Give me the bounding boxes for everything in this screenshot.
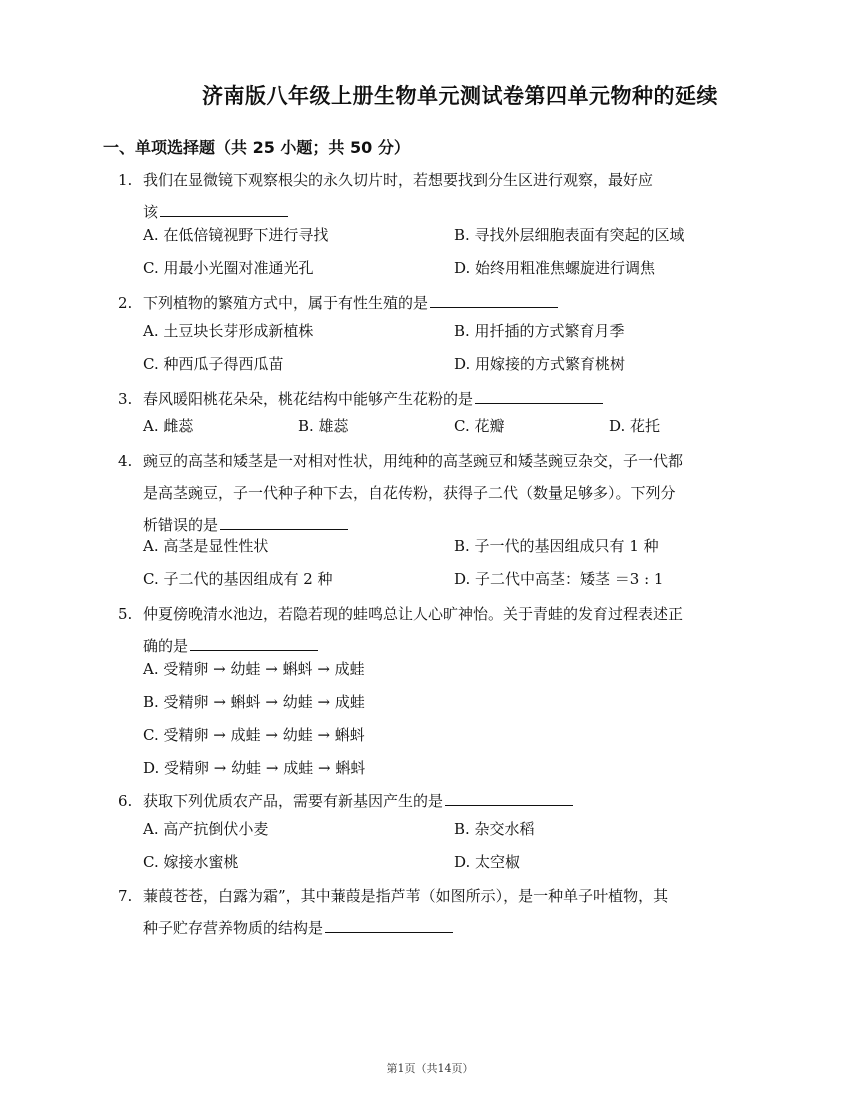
option-c[interactable]: C. 嫁接水蜜桃 bbox=[143, 853, 239, 871]
option-d[interactable]: D. 受精卵 → 幼蛙 → 成蛙 → 蝌蚪 bbox=[143, 759, 366, 777]
option-c[interactable]: C. 用最小光圈对准通光孔 bbox=[143, 259, 314, 277]
option-c[interactable]: C. 子二代的基因组成有 2 种 bbox=[143, 570, 333, 588]
question-number: 6. bbox=[118, 792, 133, 810]
option-b[interactable]: B. 用扦插的方式繁育月季 bbox=[454, 322, 625, 340]
option-a[interactable]: A. 土豆块长芽形成新植株 bbox=[143, 322, 314, 340]
question-stem: 获取下列优质农产品，需要有新基因产生的是 bbox=[143, 792, 444, 810]
question-3 bbox=[118, 383, 763, 415]
question-number: 1. bbox=[118, 171, 133, 189]
option-d[interactable]: D. 子二代中高茎：矮茎 ＝3 : 1 bbox=[454, 570, 664, 588]
question-6 bbox=[118, 785, 763, 817]
question-stem-cont: 是高茎豌豆，子一代种子种下去，自花传粉，获得子二代（数量足够多）。下列分 bbox=[143, 484, 676, 502]
question-stem: 我们在显微镜下观察根尖的永久切片时，若想要找到分生区进行观察，最好应 bbox=[143, 171, 654, 189]
option-d[interactable]: D. 用嫁接的方式繁育桃树 bbox=[454, 355, 626, 373]
answer-blank[interactable] bbox=[220, 511, 348, 530]
option-b[interactable]: B. 雄蕊 bbox=[298, 417, 349, 435]
answer-blank[interactable] bbox=[190, 632, 318, 651]
section-heading: 一、单项选择题（共 25 小题；共 50 分） bbox=[103, 138, 410, 157]
question-4 bbox=[118, 445, 763, 541]
question-stem-cont: 析错误的是 bbox=[143, 516, 219, 534]
option-c[interactable]: C. 受精卵 → 成蛙 → 幼蛙 → 蝌蚪 bbox=[143, 726, 365, 744]
option-d[interactable]: D. 太空椒 bbox=[454, 853, 521, 871]
question-7 bbox=[118, 880, 763, 944]
question-number: 3. bbox=[118, 390, 133, 408]
option-a[interactable]: A. 受精卵 → 幼蛙 → 蝌蚪 → 成蛙 bbox=[143, 660, 365, 678]
page-title: 济南版八年级上册生物单元测试卷第四单元物种的延续 bbox=[202, 84, 718, 108]
answer-blank[interactable] bbox=[325, 914, 453, 933]
answer-blank[interactable] bbox=[430, 289, 558, 308]
question-number: 5. bbox=[118, 605, 133, 623]
question-stem: 下列植物的繁殖方式中，属于有性生殖的是 bbox=[143, 294, 429, 312]
question-1 bbox=[118, 164, 763, 228]
option-b[interactable]: B. 子一代的基因组成只有 1 种 bbox=[454, 537, 659, 555]
question-stem: 仲夏傍晚清水池边，若隐若现的蛙鸣总让人心旷神怡。关于青蛙的发育过程表述正 bbox=[143, 605, 684, 623]
option-d[interactable]: D. 始终用粗准焦螺旋进行调焦 bbox=[454, 259, 656, 277]
option-a[interactable]: A. 雌蕊 bbox=[143, 417, 194, 435]
question-stem-cont: 确的是 bbox=[143, 637, 189, 655]
question-stem: 春风暖阳桃花朵朵，桃花结构中能够产生花粉的是 bbox=[143, 390, 474, 408]
answer-blank[interactable] bbox=[445, 787, 573, 806]
option-b[interactable]: B. 受精卵 → 蝌蚪 → 幼蛙 → 成蛙 bbox=[143, 693, 365, 711]
option-a[interactable]: A. 高产抗倒伏小麦 bbox=[143, 820, 269, 838]
option-b[interactable]: B. 杂交水稻 bbox=[454, 820, 535, 838]
option-b[interactable]: B. 寻找外层细胞表面有突起的区域 bbox=[454, 226, 685, 244]
question-5 bbox=[118, 598, 763, 662]
option-c[interactable]: C. 种西瓜子得西瓜苗 bbox=[143, 355, 284, 373]
answer-blank[interactable] bbox=[160, 198, 288, 217]
question-stem-cont: 该 bbox=[143, 203, 159, 221]
option-a[interactable]: A. 在低倍镜视野下进行寻找 bbox=[143, 226, 329, 244]
answer-blank[interactable] bbox=[475, 385, 603, 404]
question-stem: 蒹葭苍苍，白露为霜”，其中蒹葭是指芦苇（如图所示），是一种单子叶植物，其 bbox=[143, 887, 669, 905]
page-footer: 第1页（共14页） bbox=[386, 1062, 474, 1075]
question-2 bbox=[118, 287, 763, 319]
option-c[interactable]: C. 花瓣 bbox=[454, 417, 505, 435]
option-a[interactable]: A. 高茎是显性性状 bbox=[143, 537, 269, 555]
question-number: 2. bbox=[118, 294, 133, 312]
question-number: 4. bbox=[118, 452, 133, 470]
question-stem-cont: 种子贮存营养物质的结构是 bbox=[143, 919, 324, 937]
question-number: 7. bbox=[118, 887, 133, 905]
option-d[interactable]: D. 花托 bbox=[609, 417, 661, 435]
question-stem: 豌豆的高茎和矮茎是一对相对性状，用纯种的高茎豌豆和矮茎豌豆杂交，子一代都 bbox=[143, 452, 684, 470]
